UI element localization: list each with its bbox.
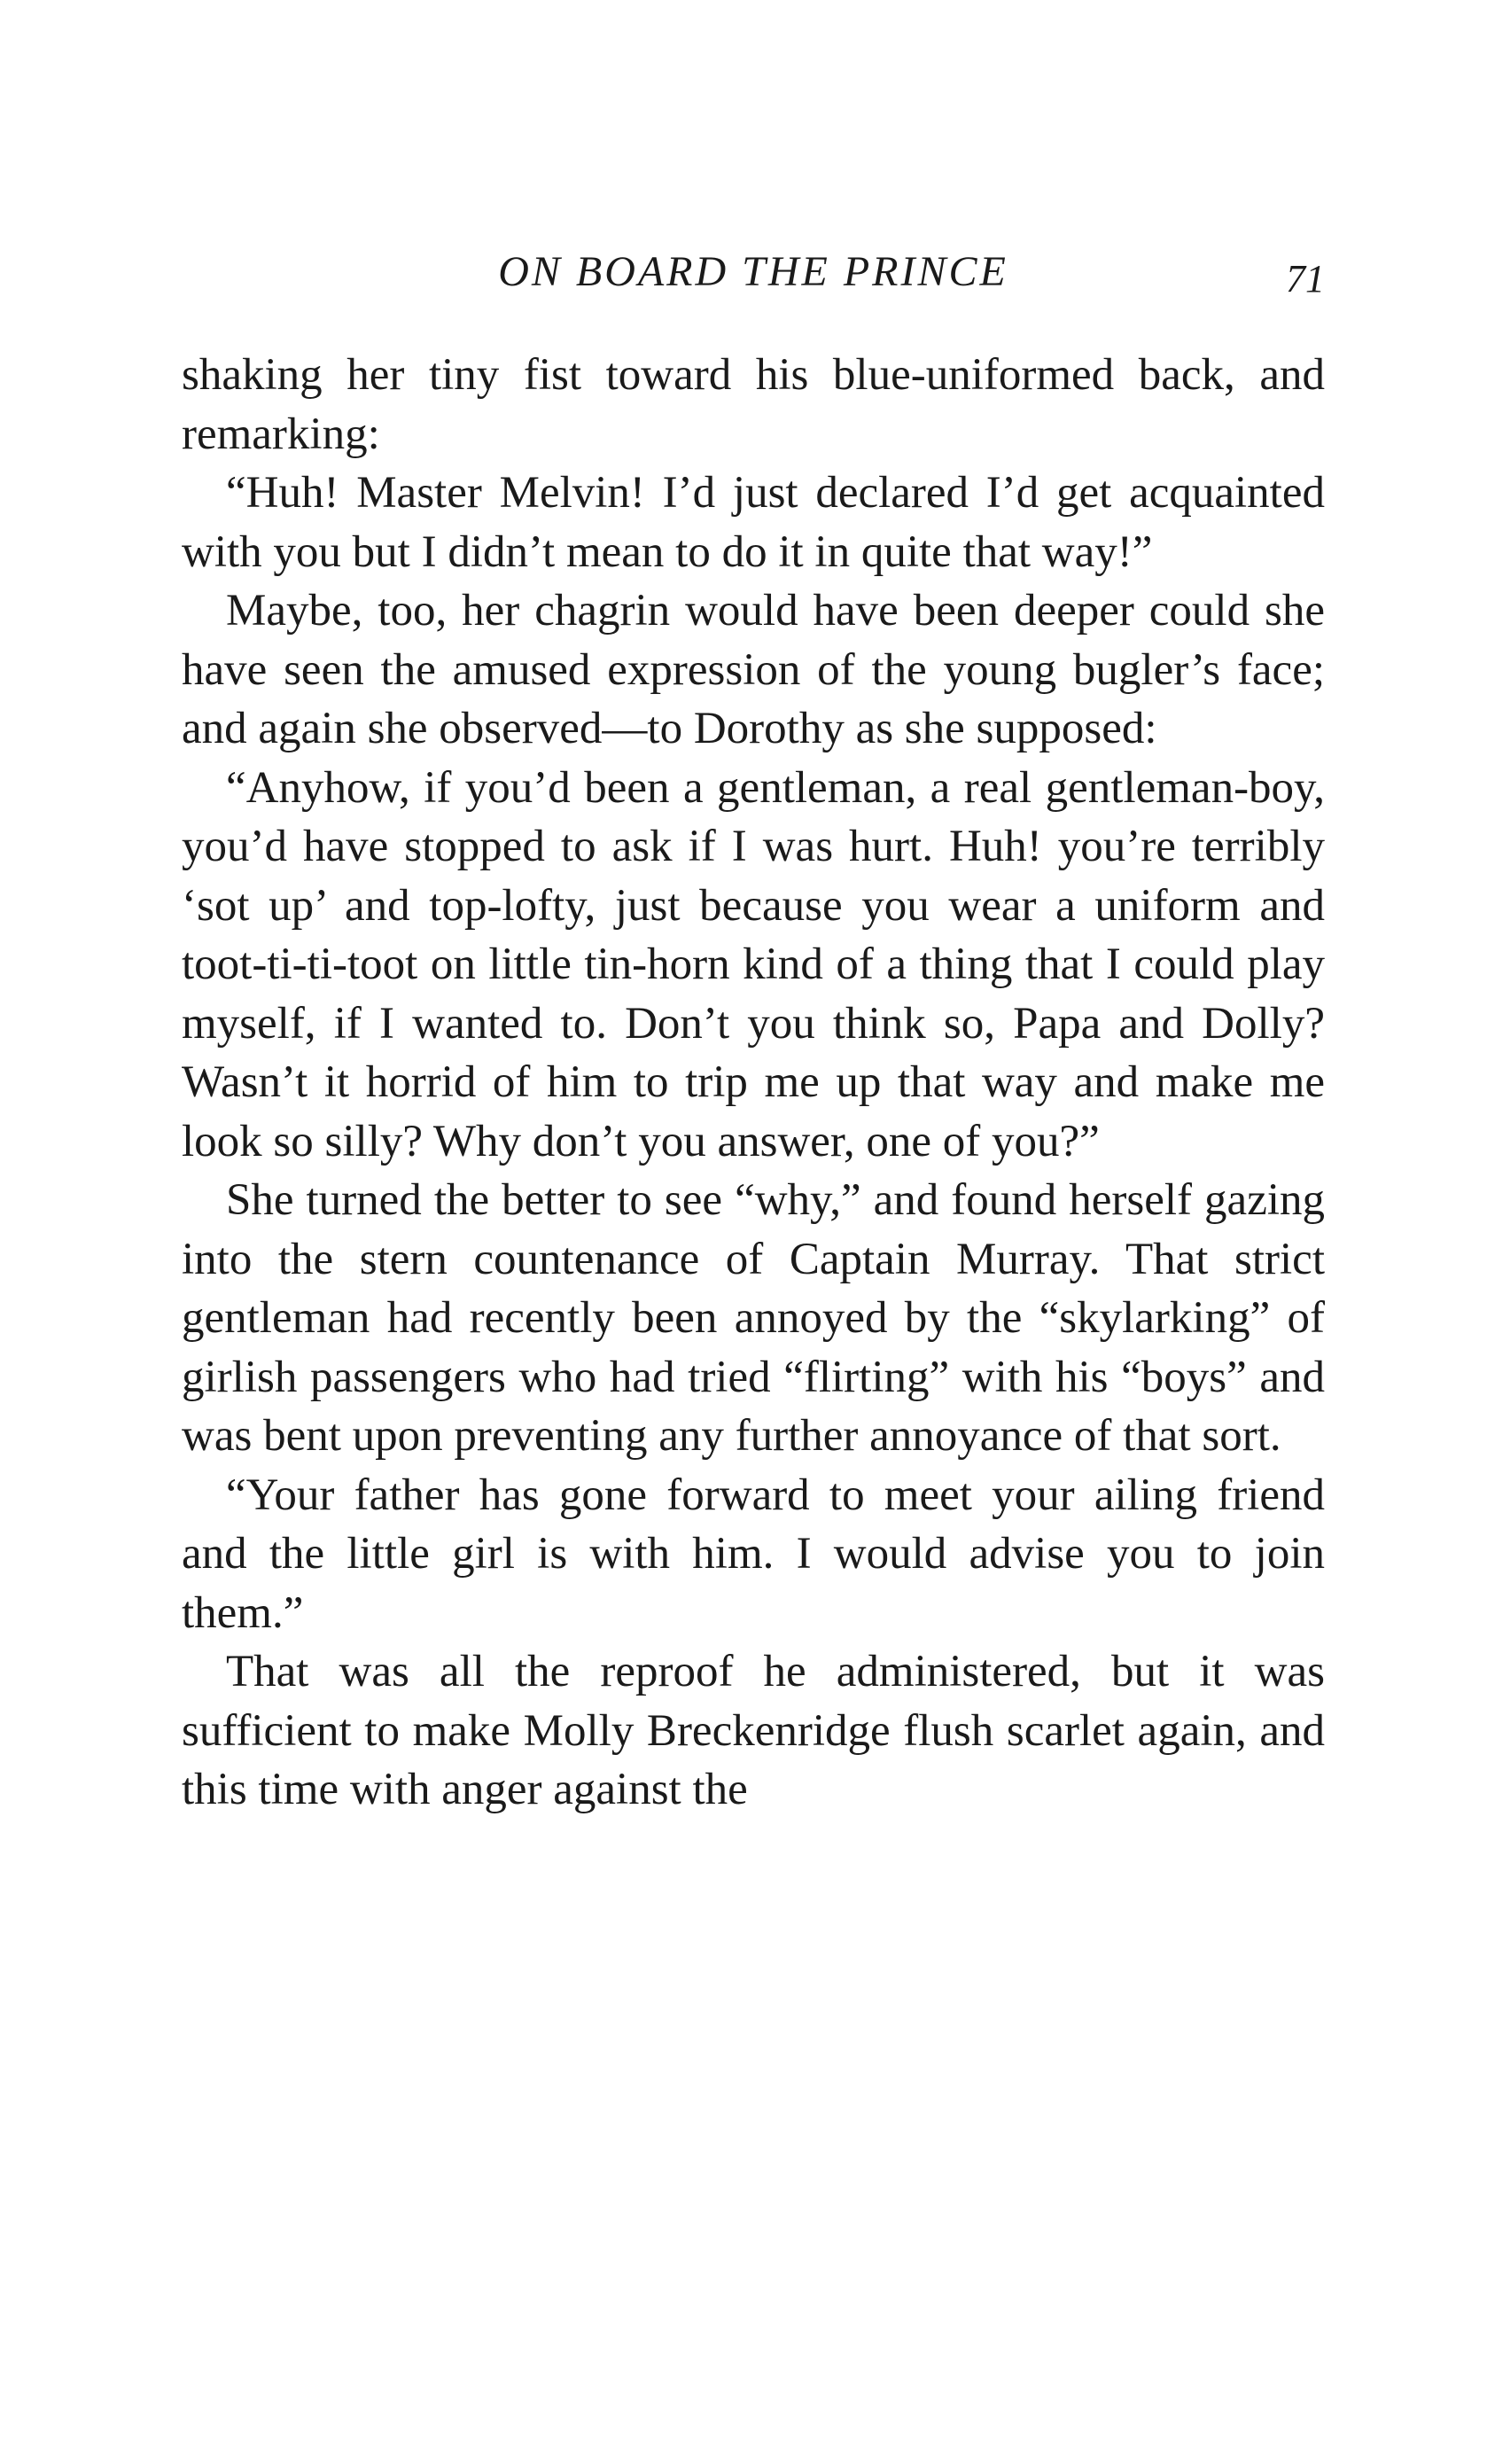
running-head xyxy=(182,241,1325,303)
body-text xyxy=(182,346,1325,1820)
paragraph: That was all the reproof he administered, but it was sufficient to make Molly Breckenridge flush scarlet again, and this time with anger against the xyxy=(182,1647,1325,1814)
paragraph: “Your father has gone forward to meet your ailing friend and the little girl is with him. I would advise you to join them.” xyxy=(182,1470,1325,1638)
paragraph: shaking her tiny fist toward his blue-uniformed back, and remarking: xyxy=(182,350,1325,459)
page-number: 71 xyxy=(1286,257,1325,300)
running-title: ON BOARD THE PRINCE xyxy=(498,248,1008,295)
paragraph: “Anyhow, if you’d been a gentleman, a real gentleman-boy, you’d have stopped to ask if I was hurt. Huh! you’re terribly ‘sot up’ and top-lofty, just because you wear a uniform and toot-ti-ti-toot on little tin-horn kind of a thing that I could play myself, if I wanted to. Don’t you think so, Papa and Dolly? Wasn’t it horrid of him to trip me up that way and make me look so silly? Why don’t you answer, one of you?” xyxy=(182,762,1325,1166)
paragraph: Maybe, too, her chagrin would have been deeper could she have seen the amused expression of the young bugler’s face; and again she observed—to Dorothy as she supposed: xyxy=(182,586,1325,753)
paragraph: She turned the better to see “why,” and found herself gazing into the stern countenance of Captain Murray. That strict gentleman had recently been annoyed by the “skylarking” of girlish passengers who had tried “flirting” with his “boys” and was bent upon preventing any further annoyance of that sort. xyxy=(182,1175,1325,1461)
paragraph: “Huh! Master Melvin! I’d just declared I’d get acquainted with you but I didn’t mean to do it in quite that way!” xyxy=(182,468,1325,577)
